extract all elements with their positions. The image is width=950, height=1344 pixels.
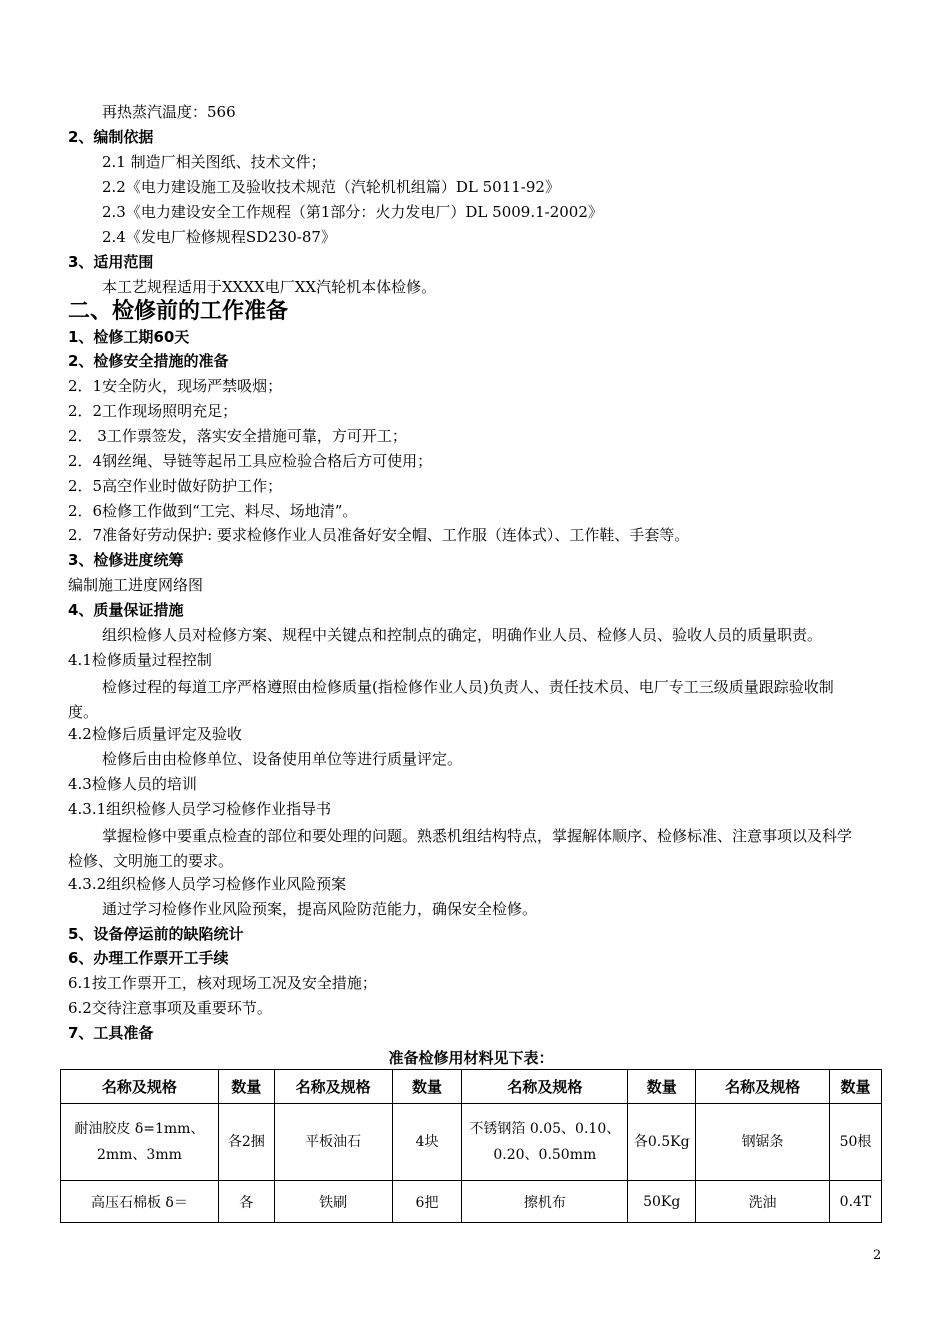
table-cell: 耐油胶皮 δ=1mm、2mm、3mm — [61, 1104, 219, 1181]
table-row — [61, 1104, 882, 1181]
text-line: 4.2检修后质量评定及验收 — [68, 725, 242, 743]
section-heading: 5、设备停运前的缺陷统计 — [68, 925, 244, 943]
text-line: 4.3.2组织检修人员学习检修作业风险预案 — [68, 875, 347, 893]
materials-table — [60, 1069, 882, 1223]
table-cell: 50根 — [829, 1104, 881, 1181]
column-header: 名称及规格 — [462, 1070, 628, 1104]
column-header: 数量 — [218, 1070, 274, 1104]
column-header: 名称及规格 — [274, 1070, 392, 1104]
text-paragraph: 掌握检修中要重点检查的部位和要处理的问题。熟悉机组结构特点，掌握解体顺序、检修标准、注意事项以及科学检修、文明施工的要求。 — [68, 827, 853, 870]
table-cell: 擦机布 — [462, 1181, 628, 1223]
table-cell: 铁刷 — [274, 1181, 392, 1223]
text-line: 2．7准备好劳动保护: 要求检修作业人员准备好安全帽、工作服（连体式）、工作鞋、手套等。 — [68, 526, 690, 544]
text-line: 4.1检修质量过程控制 — [68, 651, 212, 669]
text-line: 2.3《电力建设安全工作规程（第1部分：火力发电厂）DL 5009.1-2002》 — [102, 203, 603, 221]
text-line: 2.1 制造厂相关图纸、技术文件； — [102, 153, 326, 171]
table-cell: 各2捆 — [218, 1104, 274, 1181]
table-row — [61, 1181, 882, 1223]
text-line: 4.3.1组织检修人员学习检修作业指导书 — [68, 800, 332, 818]
table-cell: 50Kg — [628, 1181, 696, 1223]
section-heading: 3、检修进度统筹 — [68, 551, 184, 569]
section-heading: 6、办理工作票开工手续 — [68, 949, 229, 967]
text-line: 6.2交待注意事项及重要环节。 — [68, 999, 272, 1017]
table-cell: 各 — [218, 1181, 274, 1223]
section-heading: 2、编制依据 — [68, 128, 154, 146]
section-heading: 1、检修工期60天 — [68, 328, 190, 346]
text-line: 2．6检修工作做到“工完、料尽、场地清”。 — [68, 502, 358, 520]
chapter-heading: 二、检修前的工作准备 — [68, 299, 289, 324]
section-heading: 2、检修安全措施的准备 — [68, 352, 229, 370]
section-heading: 4、质量保证措施 — [68, 601, 184, 619]
text-line: 2． 3工作票签发，落实安全措施可靠，方可开工； — [68, 427, 407, 445]
text-line: 2．2工作现场照明充足； — [68, 402, 238, 420]
text-line: 2.4《发电厂检修规程SD230-87》 — [102, 228, 336, 246]
text-line: 4.3检修人员的培训 — [68, 775, 197, 793]
column-header: 数量 — [392, 1070, 462, 1104]
text-line: 通过学习检修作业风险预案，提高风险防范能力，确保安全检修。 — [102, 900, 538, 918]
table-cell: 6把 — [392, 1181, 462, 1223]
text-paragraph: 检修过程的每道工序严格遵照由检修质量(指检修作业人员)负责人、责任技术员、电厂专工三级质量跟踪验收制度。 — [68, 678, 834, 721]
section-heading: 3、适用范围 — [68, 253, 154, 271]
table-cell: 钢锯条 — [696, 1104, 830, 1181]
section-heading: 7、工具准备 — [68, 1024, 154, 1042]
column-header: 数量 — [628, 1070, 696, 1104]
text-line: 2．4钢丝绳、导链等起吊工具应检验合格后方可使用； — [68, 452, 433, 470]
table-cell: 不锈钢箔 0.05、0.10、0.20、0.50mm — [462, 1104, 628, 1181]
table-cell: 4块 — [392, 1104, 462, 1181]
text-line: 6.1按工作票开工，核对现场工况及安全措施； — [68, 974, 377, 992]
table-cell: 各0.5Kg — [628, 1104, 696, 1181]
text-line: 再热蒸汽温度：566 — [102, 103, 236, 121]
column-header: 数量 — [829, 1070, 881, 1104]
text-line: 2．1安全防火，现场严禁吸烟； — [68, 377, 283, 395]
column-header: 名称及规格 — [61, 1070, 219, 1104]
page-number: 2 — [873, 1248, 882, 1263]
text-line: 组织检修人员对检修方案、规程中关键点和控制点的确定，明确作业人员、检修人员、验收人员的质量职责。 — [102, 626, 823, 644]
text-line: 检修后由由检修单位、设备使用单位等进行质量评定。 — [102, 750, 463, 768]
text-line: 2.2《电力建设施工及验收技术规范（汽轮机机组篇）DL 5011-92》 — [102, 178, 560, 196]
text-line: 编制施工进度网络图 — [68, 576, 204, 594]
text-line: 本工艺规程适用于XXXX电厂XX汽轮机本体检修。 — [102, 278, 437, 296]
table-header-row — [61, 1070, 882, 1104]
table-cell: 高压石棉板 δ＝ — [61, 1181, 219, 1223]
table-cell: 0.4T — [829, 1181, 881, 1223]
table-caption: 准备检修用材料见下表： — [388, 1049, 554, 1067]
table-cell: 平板油石 — [274, 1104, 392, 1181]
column-header: 名称及规格 — [696, 1070, 830, 1104]
text-line: 2．5高空作业时做好防护工作； — [68, 477, 283, 495]
table-cell: 洗油 — [696, 1181, 830, 1223]
